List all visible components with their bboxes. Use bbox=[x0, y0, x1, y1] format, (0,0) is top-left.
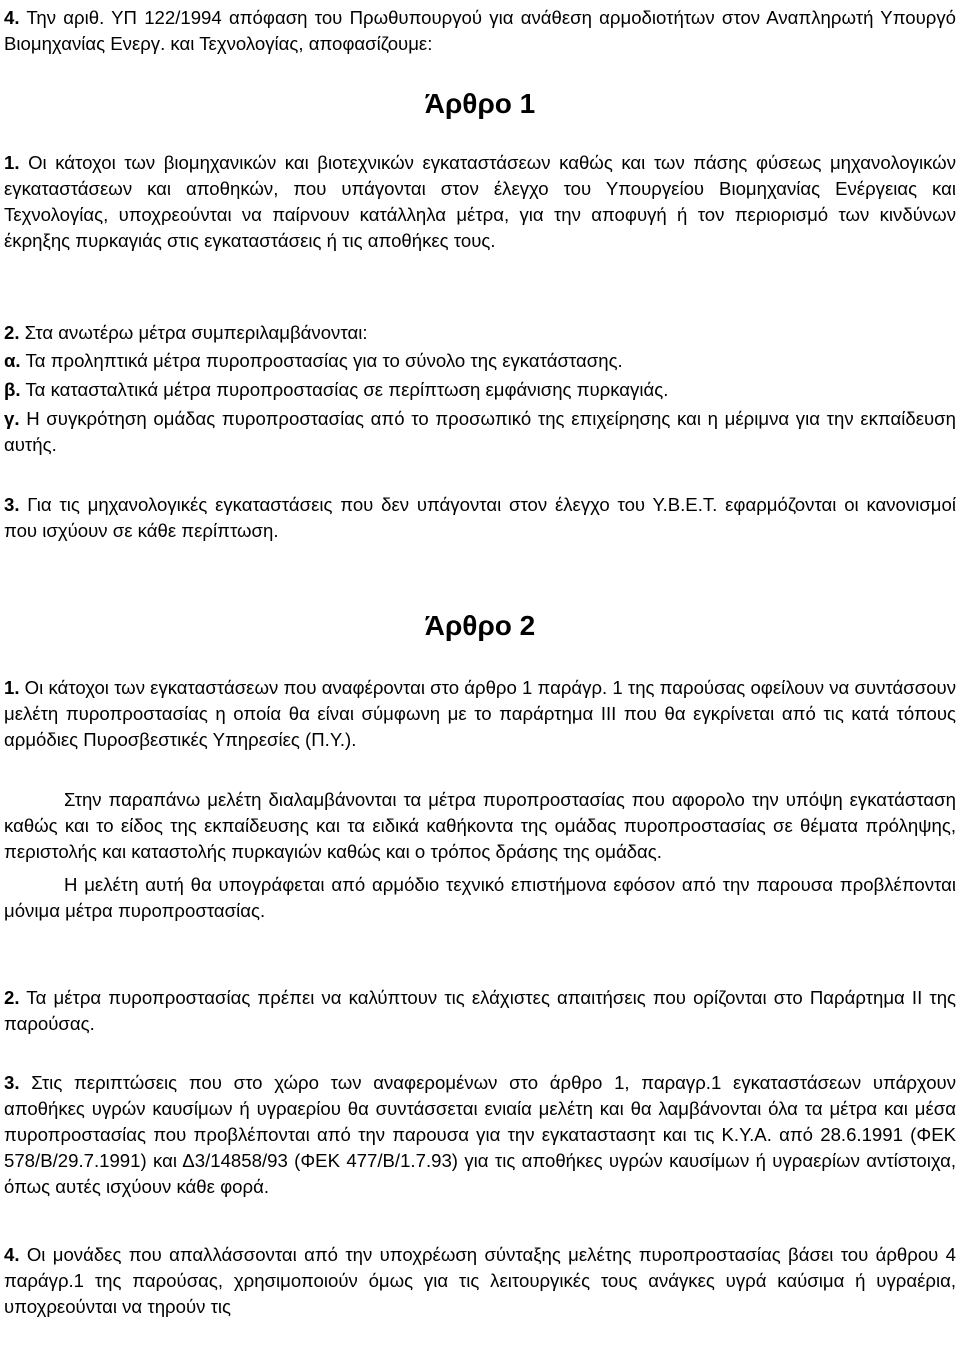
article-1-item-b bbox=[4, 377, 956, 403]
article-2-paragraph-4 bbox=[4, 1242, 956, 1320]
paragraph-text: Οι κάτοχοι των βιομηχανικών και βιοτεχνικών εγκαταστάσεων καθώς και των πάσης φύσεως μηχανολογικών εγκαταστάσεων και αποθηκών, που υπάγονται στον έλεγχο του Υπουργείου Βιομηχανίας Ενέργειας και Τεχνολογίας, υποχρεούνται να παίρνουν κατάλληλα μέτρα, για την αποφυγή ή τον περιορισμό των κινδύνων έκρηξης πυρκαγιάς στις εγκαταστάσεις ή τις αποθήκες τους. bbox=[4, 152, 956, 251]
paragraph-number: 1. bbox=[4, 677, 20, 698]
item-text: Τα κατασταλτικά μέτρα πυροπροστασίας σε περίπτωση εμφάνισης πυρκαγιάς. bbox=[20, 379, 669, 400]
paragraph-text: Οι μονάδες που απαλλάσσονται από την υποχρέωση σύνταξης μελέτης πυροπροστασίας βάσει του άρθρου 4 παράγρ.1 της παρούσας, χρησιμοποιούν όμως για τις λειτουργικές τους ανάγκες υγρά καύσιμα ή υγραέρια, υποχρεούνται να τηρούν τις bbox=[4, 1244, 956, 1317]
item-letter: α. bbox=[4, 350, 21, 371]
item-letter: γ. bbox=[4, 408, 20, 429]
paragraph-text: Τα μέτρα πυροπροστασίας πρέπει να καλύπτουν τις ελάχιστες απαιτήσεις που ορίζονται στο Παράρτημα ΙΙ της παρούσας. bbox=[4, 987, 956, 1034]
article-1-item-c bbox=[4, 406, 956, 458]
article-1-item-a bbox=[4, 348, 956, 374]
paragraph-number: 3. bbox=[4, 1072, 20, 1093]
article-2-paragraph-1 bbox=[4, 675, 956, 753]
article-1-paragraph-1 bbox=[4, 150, 956, 254]
article-2-paragraph-1-continued: Στην παραπάνω μελέτη διαλαμβάνονται τα μέτρα πυροπροστασίας που αφορολο την υπόψη εγκατάσταση καθώς και το είδος της εκπαίδευσης και τα ειδικά καθήκοντα της ομάδας πυροπροστασίας σε θέματα πρόληψης, περιστολής και καταστολής πυρκαγιών καθώς και ο τρόπος δράσης της ομάδας. bbox=[4, 789, 956, 862]
article-1-title: Άρθρο 1 bbox=[424, 88, 536, 119]
paragraph-text: Οι κάτοχοι των εγκαταστάσεων που αναφέρονται στο άρθρο 1 παράγρ. 1 της παρούσας οφείλουν να συντάσσουν μελέτη πυροπροστασίας η οποία θα είναι σύμφωνη με το παράρτημα ΙΙΙ που θα εγκρίνεται από τις κατά τόπους αρμόδιες Πυροσβεστικές Υπηρεσίες (Π.Υ.). bbox=[4, 677, 956, 750]
article-1-paragraph-2 bbox=[4, 320, 956, 346]
paragraph-number: 2. bbox=[4, 322, 20, 343]
item-letter: β. bbox=[4, 379, 21, 400]
paragraph-text: Την αριθ. ΥΠ 122/1994 απόφαση του Πρωθυπουργού για ανάθεση αρμοδιοτήτων στον Αναπληρωτή Υπουργό Βιομηχανίας Ενεργ. και Τεχνολογίας, αποφασίζουμε: bbox=[4, 7, 956, 54]
paragraph-number: 1. bbox=[4, 152, 20, 173]
article-2-paragraph-3 bbox=[4, 1070, 956, 1200]
article-2-title: Άρθρο 2 bbox=[424, 610, 536, 641]
paragraph-number: 4. bbox=[4, 7, 20, 28]
paragraph-4 bbox=[4, 5, 956, 57]
paragraph-number: 3. bbox=[4, 494, 20, 515]
paragraph-text: Στα ανωτέρω μέτρα συμπεριλαμβάνονται: bbox=[19, 322, 368, 343]
paragraph-number: 2. bbox=[4, 987, 20, 1008]
paragraph-text: Στις περιπτώσεις που στο χώρο των αναφερομένων στο άρθρο 1, παραγρ.1 εγκαταστάσεων υπάρχουν αποθήκες υγρών καυσίμων ή υγραερίου θα συντάσσεται ενιαία μελέτη και θα λαμβάνονται όλα τα μέτρα και μέσα πυροπροστασίας που προβλέπονται από την παρουσα για την εγκαταστασητ και τις Κ.Υ.Α. από 28.6.1991 (ΦΕΚ 578/Β/29.7.1991) και Δ3/14858/93 (ΦΕΚ 477/Β/1.7.93) για τις αποθήκες υγρών καυσίμων ή υγραερίων αντίστοιχα, όπως αυτές ισχύουν κάθε φορά. bbox=[4, 1072, 956, 1197]
article-2-paragraph-2 bbox=[4, 985, 956, 1037]
paragraph-number: 4. bbox=[4, 1244, 20, 1265]
paragraph-text: Για τις μηχανολογικές εγκαταστάσεις που δεν υπάγονται στον έλεγχο του Υ.Β.Ε.Τ. εφαρμόζονται οι κανονισμοί που ισχύουν σε κάθε περίπτωση. bbox=[4, 494, 956, 541]
item-text: Η συγκρότηση ομάδας πυροπροστασίας από το προσωπικό της επιχείρησης και η μέριμνα για την εκπαίδευση αυτής. bbox=[4, 408, 956, 455]
item-text: Τα προληπτικά μέτρα πυροπροστασίας για το σύνολο της εγκατάστασης. bbox=[20, 350, 623, 371]
article-1-paragraph-3 bbox=[4, 492, 956, 544]
article-2-paragraph-1-signature-note: Η μελέτη αυτή θα υπογράφεται από αρμόδιο τεχνικό επιστήμονα εφόσον από την παρουσα προβλέπονται μόνιμα μέτρα πυροπροστασίας. bbox=[4, 874, 956, 921]
